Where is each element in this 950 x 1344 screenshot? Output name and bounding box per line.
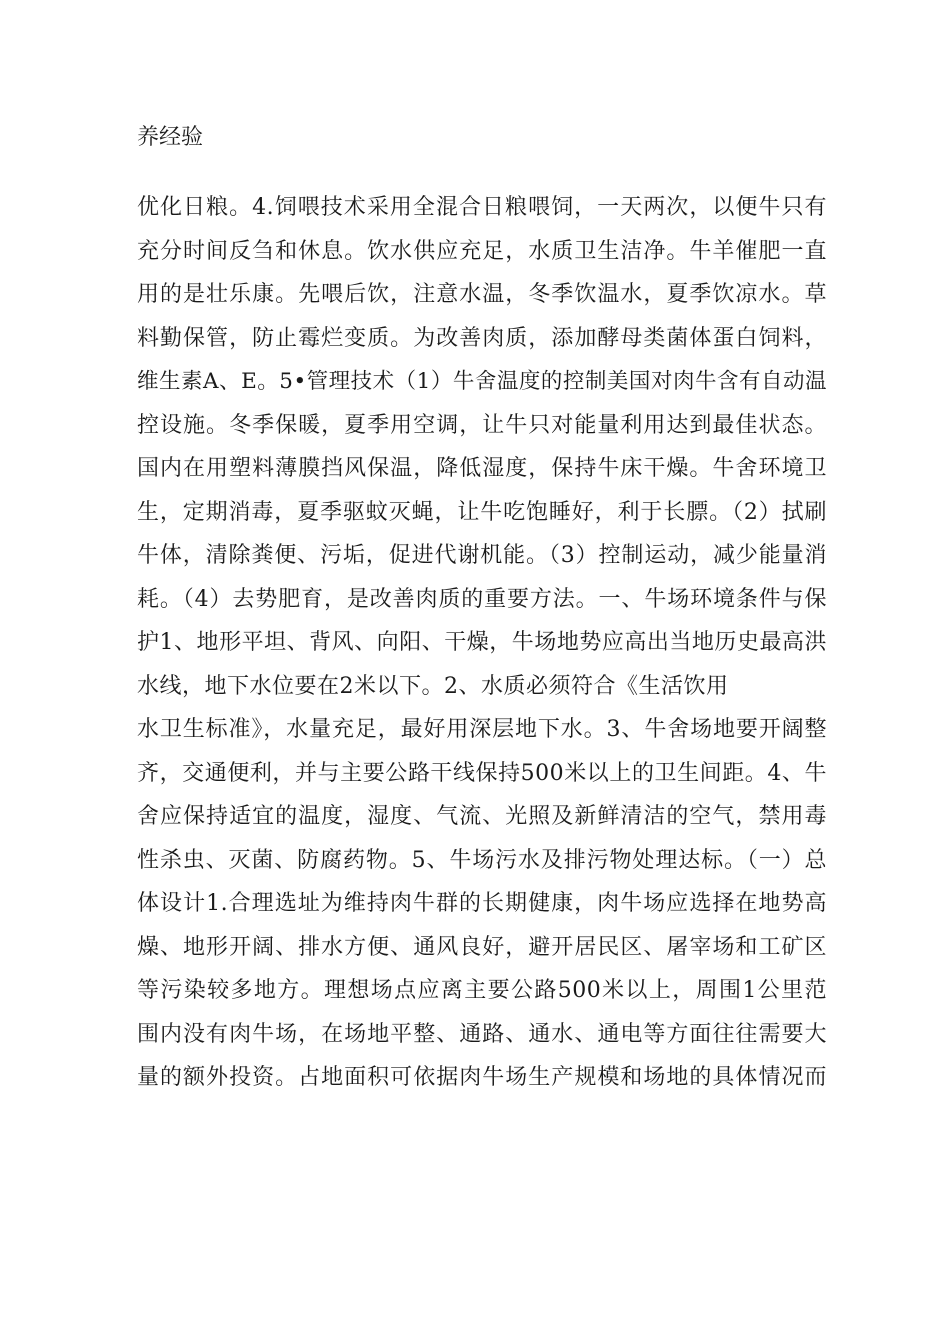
text-line: 料勤保管，防止霉烂变质。为改善肉质，添加酵母类菌体蛋白饲料， <box>137 325 827 351</box>
text-line: 维生素A、E。5•管理技术（1）牛舍温度的控制美国对肉牛含有自动温 <box>137 369 827 394</box>
page-heading: 养经验 <box>137 125 204 150</box>
text-line: 用的是壮乐康。先喂后饮，注意水温，冬季饮温水，夏季饮凉水。草 <box>137 282 827 307</box>
text-line: 优化日粮。4.饲喂技术采用全混合日粮喂饲，一天两次，以便牛只有 <box>137 195 827 220</box>
text-line: 舍应保持适宜的温度，湿度、气流、光照及新鲜清洁的空气，禁用毒 <box>137 804 827 829</box>
text-line: 体设计1.合理选址为维持肉牛群的长期健康，肉牛场应选择在地势高 <box>137 891 827 916</box>
text-line: 等污染较多地方。理想场点应离主要公路500米以上，周围1公里范 <box>137 978 827 1003</box>
text-line: 生，定期消毒，夏季驱蚊灭蝇，让牛吃饱睡好，利于长膘。（2）拭刷 <box>137 499 827 525</box>
text-line: 齐，交通便利，并与主要公路干线保持500米以上的卫生间距。4、牛 <box>137 760 827 786</box>
text-line: 国内在用塑料薄膜挡风保温，降低湿度，保持牛床干燥。牛舍环境卫 <box>137 456 827 481</box>
text-line: 护1、地形平坦、背风、向阳、干燥，牛场地势应高出当地历史最高洪 <box>137 630 827 655</box>
text-line: 充分时间反刍和休息。饮水供应充足，水质卫生洁净。牛羊催肥一直 <box>137 238 827 264</box>
text-line: 量的额外投资。占地面积可依据肉牛场生产规模和场地的具体情况而 <box>137 1065 827 1090</box>
text-line: 水线，地下水位要在2米以下。2、水质必须符合《生活饮用 <box>137 673 729 699</box>
text-line: 围内没有肉牛场，在场地平整、通路、通水、通电等方面往往需要大 <box>137 1021 827 1047</box>
text-line: 性杀虫、灭菌、防腐药物。5、牛场污水及排污物处理达标。（一）总 <box>137 847 827 873</box>
text-line: 耗。（4）去势肥育，是改善肉质的重要方法。一、牛场环境条件与保 <box>137 586 827 612</box>
body-text <box>137 186 827 1100</box>
text-line: 水卫生标准》，水量充足，最好用深层地下水。3、牛舍场地要开阔整 <box>137 717 827 742</box>
text-line: 控设施。冬季保暖，夏季用空调，让牛只对能量利用达到最佳状态。 <box>137 412 827 438</box>
text-line: 牛体，清除粪便、污垢，促进代谢机能。（3）控制运动，减少能量消 <box>137 543 827 568</box>
text-line: 燥、地形开阔、排水方便、通风良好，避开居民区、屠宰场和工矿区 <box>137 934 827 960</box>
